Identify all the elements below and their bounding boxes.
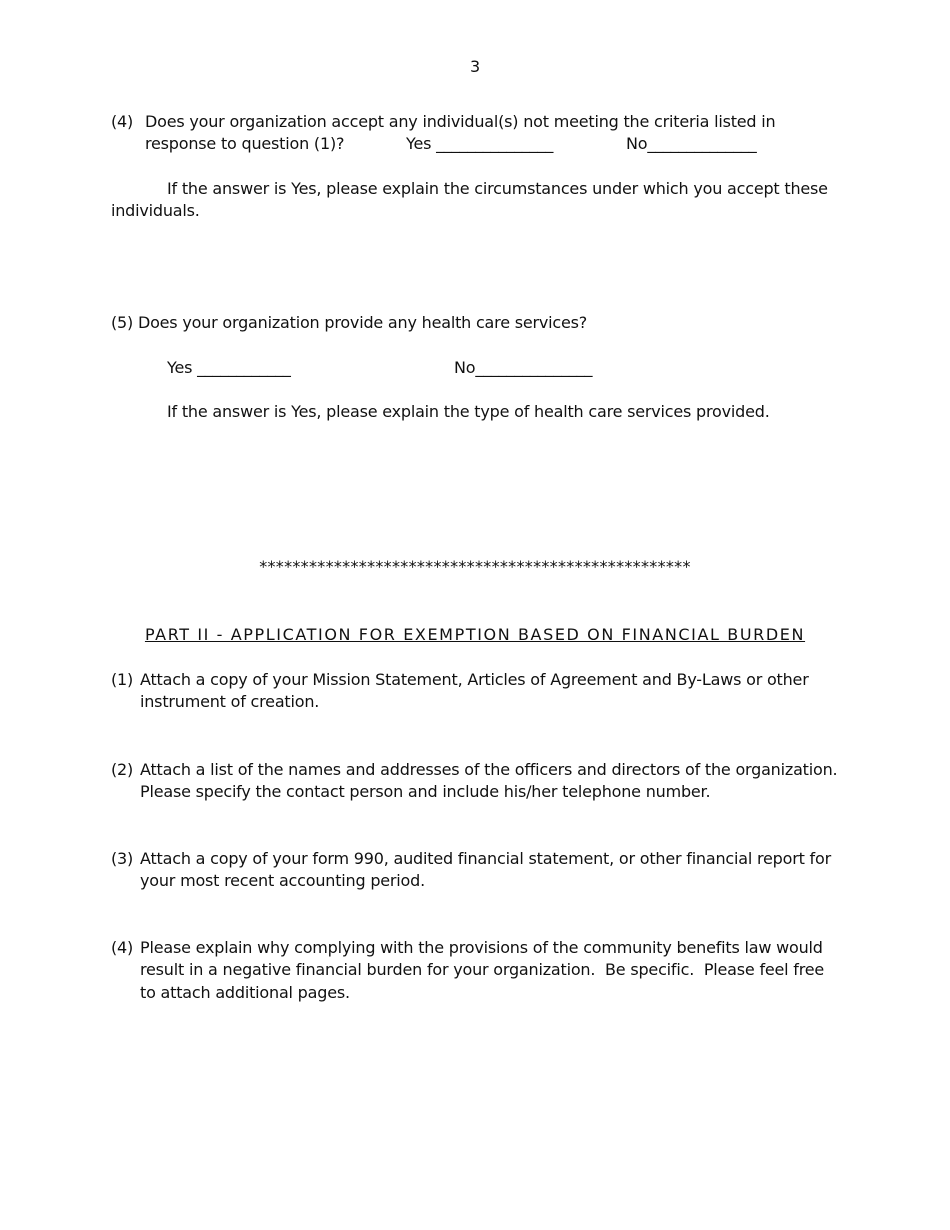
- question-4-text-line2: response to question (1)?: [145, 134, 345, 153]
- part-2-item-4-line1: Please explain why complying with the provisions of the community benefits law would: [140, 938, 823, 957]
- question-5-explain: If the answer is Yes, please explain the type of health care services provided.: [167, 402, 770, 421]
- question-5-yes-field[interactable]: Yes ____________: [167, 358, 291, 377]
- part-2-heading: PART II - APPLICATION FOR EXEMPTION BASED ON FINANCIAL BURDEN: [144, 625, 806, 644]
- question-4-explain-line1: If the answer is Yes, please explain the circumstances under which you accept these: [167, 179, 828, 198]
- part-2-item-4-number: (4): [111, 938, 134, 957]
- question-4-no-field[interactable]: No______________: [626, 134, 757, 153]
- part-2-item-1-line1: Attach a copy of your Mission Statement, Articles of Agreement and By-Laws or other: [140, 670, 809, 689]
- question-4-explain-line2: individuals.: [111, 201, 200, 220]
- question-5-text: (5) Does your organization provide any health care services?: [111, 313, 588, 332]
- part-2-item-4-line3: to attach additional pages.: [140, 983, 350, 1002]
- part-2-item-2-line2: Please specify the contact person and include his/her telephone number.: [140, 782, 711, 801]
- asterisk-separator: ****************************************************: [259, 557, 691, 576]
- question-4-text-line1: Does your organization accept any individual(s) not meeting the criteria listed in: [145, 112, 776, 131]
- part-2-item-3-line1: Attach a copy of your form 990, audited financial statement, or other financial report for: [140, 849, 831, 868]
- question-4-yes-field[interactable]: Yes _______________: [406, 134, 554, 153]
- question-4-number: (4): [111, 112, 134, 131]
- part-2-item-3-line2: your most recent accounting period.: [140, 871, 425, 890]
- part-2-item-3-number: (3): [111, 849, 134, 868]
- part-2-item-2-line1: Attach a list of the names and addresses of the officers and directors of the organization.: [140, 760, 838, 779]
- page-number: 3: [470, 57, 480, 76]
- part-2-item-4-line2: result in a negative financial burden for your organization. Be specific. Please feel free: [140, 960, 825, 979]
- question-5-no-field[interactable]: No_______________: [454, 358, 593, 377]
- part-2-item-1-number: (1): [111, 670, 134, 689]
- part-2-item-2-number: (2): [111, 760, 134, 779]
- part-2-item-1-line2: instrument of creation.: [140, 692, 320, 711]
